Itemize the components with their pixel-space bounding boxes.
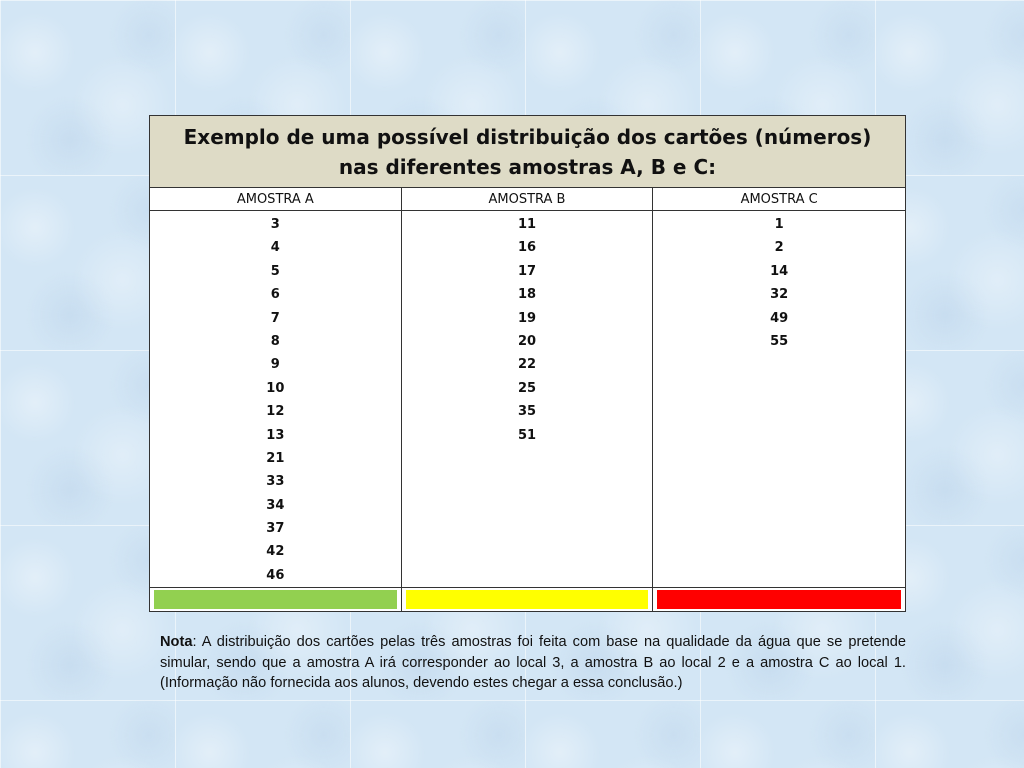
- cell-value: 13: [266, 427, 285, 443]
- cell-value: 19: [517, 310, 537, 326]
- cell-value: 18: [517, 287, 537, 303]
- color-swatch-row: [150, 587, 905, 611]
- cell-value: 49: [770, 310, 789, 326]
- cell-value: 22: [517, 357, 537, 373]
- cell-value: 16: [517, 240, 537, 256]
- cell-value: 51: [517, 427, 537, 443]
- cell-value: 33: [266, 474, 285, 490]
- swatch-amostra-c: [653, 588, 905, 611]
- cell-value: 37: [266, 521, 285, 537]
- column-header-amostra-c: AMOSTRA C: [653, 188, 905, 211]
- table-title-line1: Exemplo de uma possível distribuição dos cartões (números): [183, 124, 872, 149]
- column-values-amostra-c: [653, 211, 905, 587]
- note-text: : A distribuição dos cartões pelas três amostras foi feita com base na qualidade da água que se pretende simular, sendo que a amostra A irá corresponder ao local 3, a amostra B ao local 2 e a amostra C ao local 1. (Informação não fornecida aos alunos, devendo estes chegar a essa conclusão.): [160, 634, 906, 691]
- note-paragraph: [160, 632, 906, 694]
- column-values-amostra-b: [402, 211, 653, 587]
- cell-value: 9: [270, 357, 280, 373]
- swatch-fill-red: [657, 590, 901, 609]
- cell-value: 4: [270, 240, 280, 256]
- table-title: [150, 116, 905, 188]
- table-title-line2: nas diferentes amostras A, B e C:: [338, 154, 717, 179]
- table-columns: [150, 188, 905, 587]
- column-amostra-a: [150, 188, 402, 587]
- cell-value: 1: [774, 217, 784, 232]
- cell-value: 34: [266, 497, 285, 513]
- cell-value: 11: [517, 217, 537, 232]
- cell-value: 14: [770, 263, 789, 279]
- cell-value: 42: [266, 544, 285, 560]
- cell-value: 6: [270, 287, 280, 303]
- cell-value: 20: [517, 333, 537, 349]
- column-values-amostra-a: [150, 211, 401, 587]
- cell-value: 32: [770, 287, 789, 303]
- cell-value: 25: [517, 380, 537, 396]
- cell-value: 7: [270, 310, 280, 326]
- note-label: Nota: [160, 634, 193, 650]
- column-header-amostra-b: AMOSTRA B: [402, 188, 653, 211]
- column-amostra-c: [653, 188, 905, 587]
- column-amostra-b: [402, 188, 654, 587]
- distribution-table: [149, 115, 906, 612]
- cell-value: 46: [266, 567, 285, 583]
- cell-value: 3: [270, 217, 280, 232]
- cell-value: 2: [774, 240, 784, 256]
- swatch-amostra-b: [402, 588, 654, 611]
- column-header-amostra-a: AMOSTRA A: [150, 188, 401, 211]
- cell-value: 8: [270, 333, 280, 349]
- swatch-fill-yellow: [406, 590, 649, 609]
- swatch-amostra-a: [150, 588, 402, 611]
- swatch-fill-green: [154, 590, 397, 609]
- cell-value: 12: [266, 404, 285, 420]
- cell-value: 55: [770, 333, 789, 349]
- cell-value: 5: [270, 263, 280, 279]
- cell-value: 17: [517, 263, 537, 279]
- cell-value: 21: [266, 450, 285, 466]
- cell-value: 35: [517, 404, 537, 420]
- cell-value: 10: [266, 380, 285, 396]
